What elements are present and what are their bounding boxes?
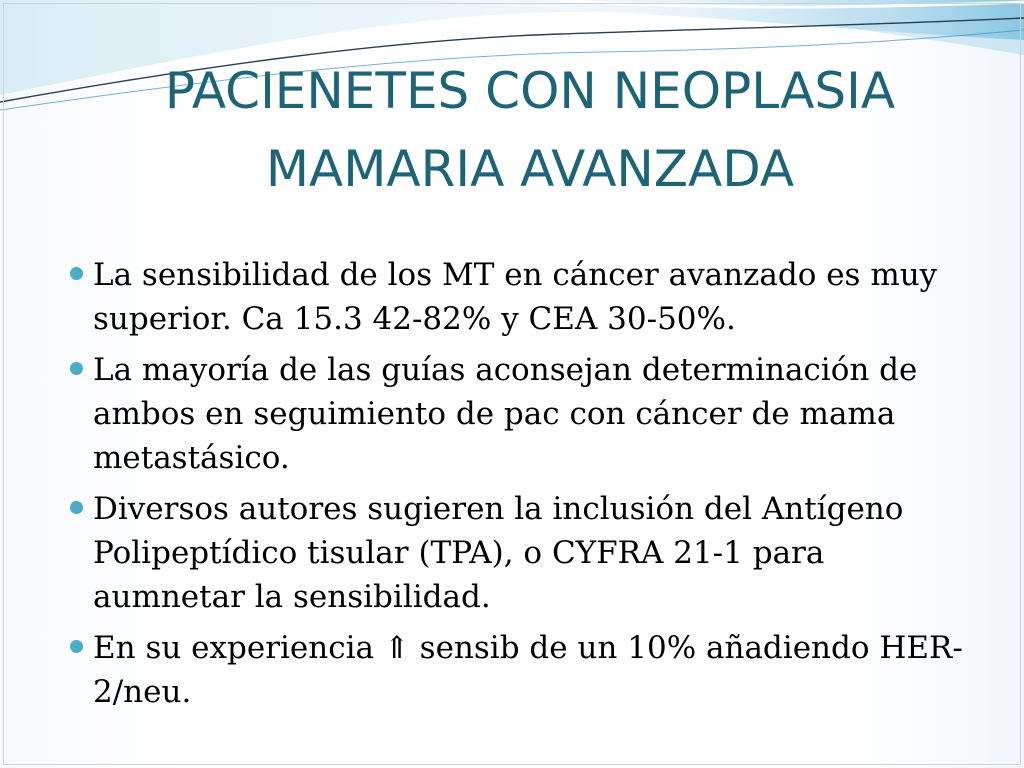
bullet-item <box>66 348 976 480</box>
bullet-item <box>66 253 976 341</box>
title-line-1: PACIENETES CON NEOPLASIA <box>164 62 896 120</box>
title-line-2: MAMARIA AVANZADA <box>265 140 795 198</box>
bullet-text: La mayoría de las guías aconsejan determinación de ambos en seguimiento de pac con cáncer de mama metastásico. <box>93 352 918 476</box>
bullet-dot-icon <box>70 501 83 514</box>
bullet-text: Diversos autores sugieren la inclusión del Antígeno Polipeptídico tisular (TPA), o CYFRA 21-1 para aumnetar la sensibilidad. <box>93 491 904 615</box>
bullet-item <box>66 487 976 619</box>
bullet-dot-icon <box>70 267 83 280</box>
slide-title <box>60 52 1000 208</box>
bullet-dot-icon <box>70 640 83 653</box>
bullet-dot-icon <box>70 362 83 375</box>
bullet-text: La sensibilidad de los MT en cáncer avanzado es muy superior. Ca 15.3 42-82% y CEA 30-50%. <box>93 257 938 337</box>
bullet-item <box>66 626 976 714</box>
bullet-list <box>66 253 976 721</box>
bullet-text: En su experiencia ⇑ sensib de un 10% añadiendo HER-2/neu. <box>93 630 963 710</box>
